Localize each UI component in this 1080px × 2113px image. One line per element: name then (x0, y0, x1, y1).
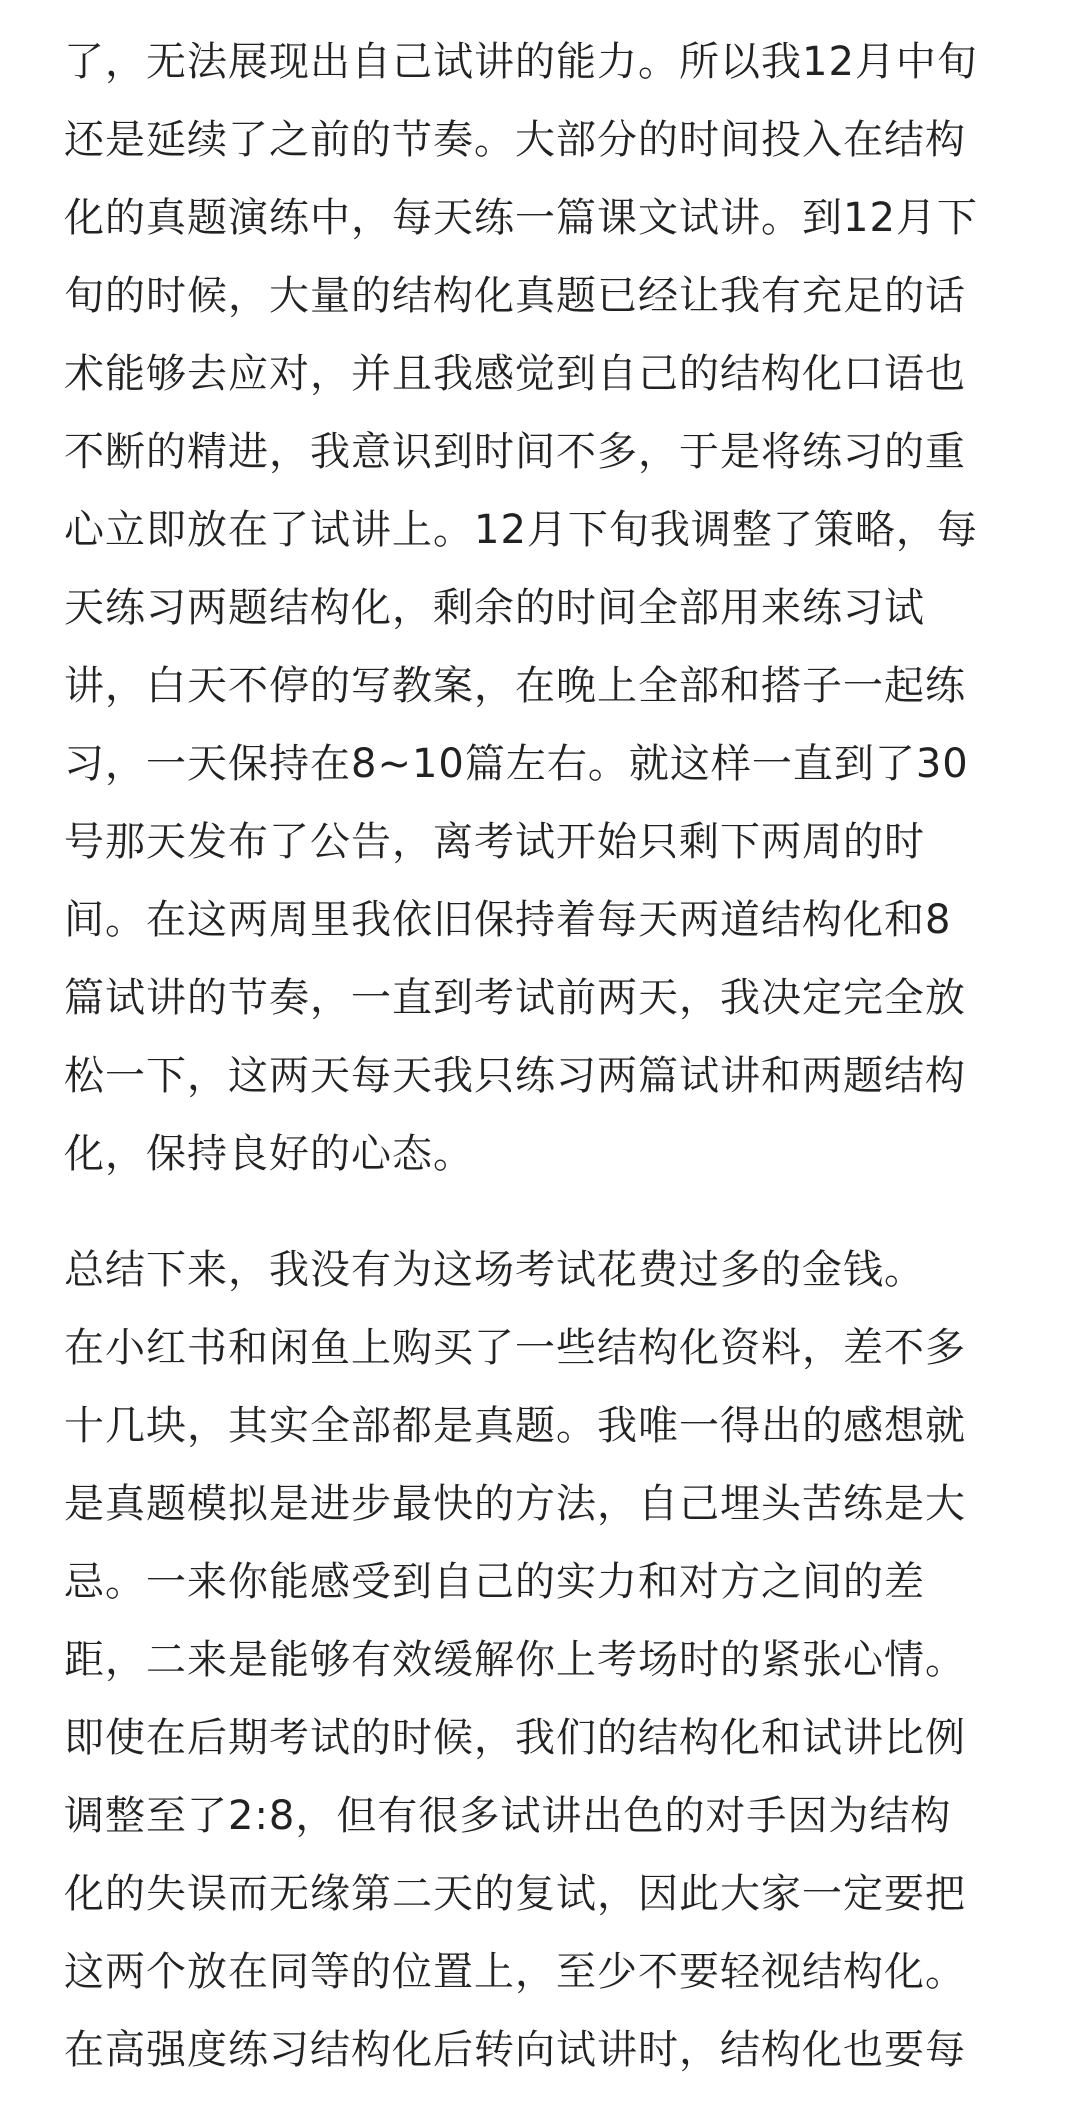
text-line: 篇试讲的节奏，一直到考试前两天，我决定完全放 (64, 975, 966, 1021)
text-line: 总结下来，我没有为这场考试花费过多的金钱。 (64, 1247, 925, 1293)
text-line: 这两个放在同等的位置上，至少不要轻视结构化。 (64, 1949, 966, 1995)
text-line: 是真题模拟是进步最快的方法，自己埋头苦练是大 (64, 1481, 966, 1527)
text-line: 心立即放在了试讲上。12月下旬我调整了策略，每 (64, 507, 978, 553)
text-line: 在小红书和闲鱼上购买了一些结构化资料，差不多 (64, 1325, 966, 1371)
text-line: 还是延续了之前的节奏。大部分的时间投入在结构 (64, 117, 966, 163)
text-line: 化，保持良好的心态。 (64, 1131, 474, 1177)
text-line: 术能够去应对，并且我感觉到自己的结构化口语也 (64, 351, 966, 397)
text-line: 松一下，这两天每天我只练习两篇试讲和两题结构 (64, 1053, 966, 1099)
text-line: 在高强度练习结构化后转向试讲时，结构化也要每 (64, 2027, 966, 2073)
text-line: 了，无法展现出自己试讲的能力。所以我12月中旬 (64, 39, 978, 85)
text-line: 十几块，其实全部都是真题。我唯一得出的感想就 (64, 1403, 966, 1449)
text-line: 即使在后期考试的时候，我们的结构化和试讲比例 (64, 1715, 966, 1761)
text-line: 习，一天保持在8~10篇左右。就这样一直到了30 (64, 741, 969, 787)
text-line: 调整至了2:8，但有很多试讲出色的对手因为结构 (64, 1793, 952, 1839)
text-line: 号那天发布了公告，离考试开始只剩下两周的时 (64, 819, 925, 865)
text-line: 间。在这两周里我依旧保持着每天两道结构化和8 (64, 897, 952, 943)
text-line: 化的失误而无缘第二天的复试，因此大家一定要把 (64, 1871, 966, 1917)
text-line: 天练习两题结构化，剩余的时间全部用来练习试 (64, 585, 925, 631)
text-line: 忌。一来你能感受到自己的实力和对方之间的差 (64, 1559, 925, 1605)
text-line: 化的真题演练中，每天练一篇课文试讲。到12月下 (64, 195, 978, 241)
text-line: 讲，白天不停的写教案，在晚上全部和搭子一起练 (64, 663, 966, 709)
text-line: 距，二来是能够有效缓解你上考场时的紧张心情。 (64, 1637, 966, 1683)
text-line: 旬的时候，大量的结构化真题已经让我有充足的话 (64, 273, 966, 319)
text-line: 不断的精进，我意识到时间不多，于是将练习的重 (64, 429, 966, 475)
